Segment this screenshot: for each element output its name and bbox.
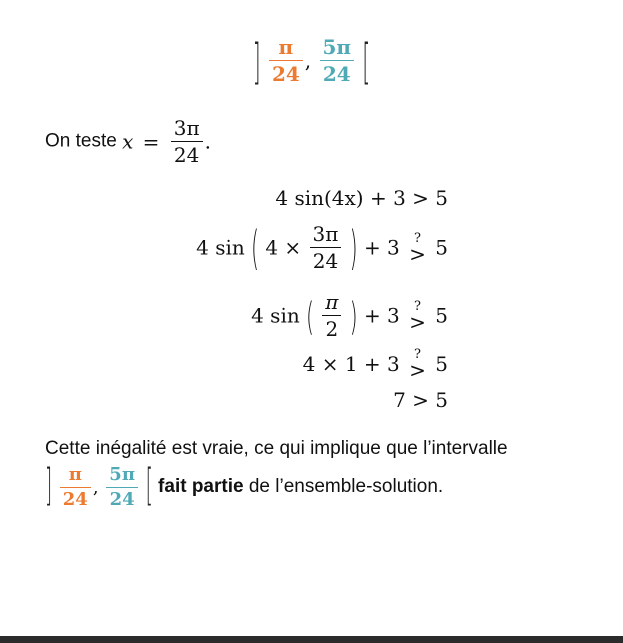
step-row-4	[303, 348, 448, 380]
lower-bound-numerator: π	[68, 463, 82, 485]
upper-bound-numerator: 5π	[109, 463, 135, 485]
lower-bound-denominator: 24	[62, 488, 88, 510]
questioned-greater-than	[409, 348, 426, 380]
step-2-prefix: 4 sin	[196, 235, 245, 260]
lower-bound-fraction	[269, 37, 303, 84]
upper-bound-denominator: 24	[322, 62, 351, 86]
left-paren: (	[251, 219, 259, 276]
left-paren: (	[306, 292, 314, 339]
conclusion-interval	[45, 461, 153, 512]
top-interval	[0, 31, 623, 90]
interval-separator: ,	[92, 476, 99, 498]
step-row-2	[196, 219, 448, 276]
lower-bound-numerator: π	[278, 35, 294, 59]
greater-than: >	[409, 309, 426, 334]
step-3-rhs: 5	[435, 303, 448, 328]
question-mark: ?	[414, 347, 422, 362]
right-paren: )	[349, 292, 358, 339]
step-4-rhs: 5	[435, 352, 448, 376]
step-3-prefix: 4 sin	[251, 303, 300, 328]
step-3-suffix: + 3	[363, 303, 400, 328]
conclusion-line-1: Cette inégalité est vraie, ce qui implique que l’intervalle	[45, 438, 508, 459]
sentence-period: .	[204, 129, 211, 154]
step-row-5	[393, 388, 448, 412]
conclusion-rest-text: de l’ensemble-solution.	[248, 475, 444, 497]
intro-text: On teste	[45, 130, 117, 152]
step-row-3	[251, 292, 448, 339]
test-value-sentence	[45, 118, 211, 165]
step-1-expression: 4 sin(4x) + 3 > 5	[275, 186, 448, 210]
step-2-numerator: 3π	[312, 222, 339, 246]
step-2-inner: 4 ×	[265, 235, 302, 260]
lower-bound-fraction	[60, 463, 91, 510]
step-5-expression: 7 > 5	[393, 388, 448, 412]
question-mark: ?	[414, 230, 422, 246]
upper-bound-numerator: 5π	[322, 35, 352, 59]
step-3-denominator: 2	[325, 317, 339, 341]
equals-sign: =	[142, 129, 160, 154]
test-value-numerator: 3π	[173, 116, 200, 140]
test-value-denominator: 24	[173, 143, 200, 167]
left-bracket: ]	[45, 461, 53, 512]
variable-x: x	[122, 129, 134, 154]
step-row-1	[275, 186, 448, 210]
step-3-fraction	[322, 292, 341, 339]
step-3-numerator: π	[325, 290, 339, 314]
right-paren: )	[349, 219, 358, 276]
bottom-bar	[0, 636, 623, 643]
upper-bound-fraction	[320, 37, 355, 84]
step-2-rhs: 5	[435, 235, 448, 260]
greater-than: >	[409, 241, 426, 266]
conclusion-paragraph	[45, 437, 605, 512]
lower-bound-denominator: 24	[271, 62, 300, 86]
conclusion-bold-text: fait partie	[158, 475, 244, 497]
step-2-suffix: + 3	[363, 235, 400, 260]
questioned-greater-than	[409, 300, 426, 332]
questioned-greater-than	[409, 232, 426, 264]
conclusion-line-2	[45, 461, 605, 512]
step-4-prefix: 4 × 1 + 3	[302, 352, 400, 376]
greater-than: >	[409, 358, 426, 382]
upper-bound-fraction	[106, 463, 138, 510]
right-bracket: [	[362, 31, 371, 90]
step-2-fraction	[310, 224, 342, 271]
right-bracket: [	[145, 461, 153, 512]
upper-bound-denominator: 24	[109, 488, 135, 510]
test-value-fraction	[171, 118, 203, 165]
question-mark: ?	[414, 298, 422, 314]
interval-separator: ,	[304, 48, 312, 73]
step-2-denominator: 24	[312, 249, 339, 273]
left-bracket: ]	[252, 31, 261, 90]
